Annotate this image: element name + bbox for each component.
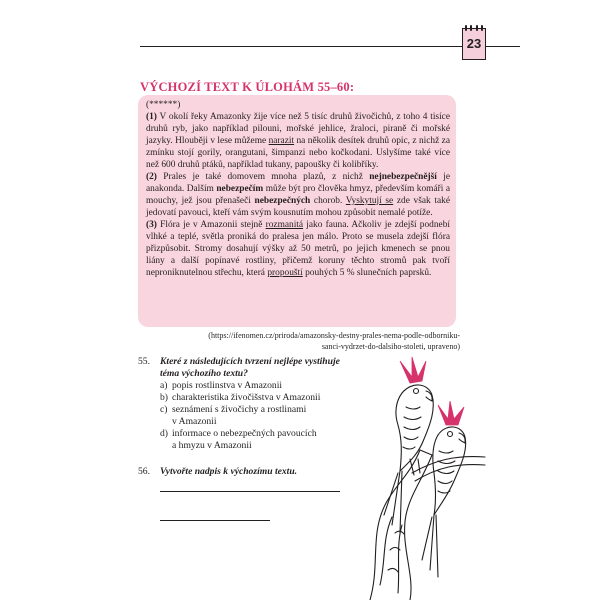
source-citation — [150, 330, 460, 352]
text-run: pouhých 5 % slunečních paprsků. — [302, 268, 432, 278]
underlined-word: Vyskytují se — [345, 196, 394, 206]
text-run: chorob. — [310, 196, 346, 206]
question-prompt: Které z následujících tvrzení nejlépe vystihuje téma výchozího textu? — [160, 356, 340, 379]
bold-word: nebezpečím — [216, 184, 264, 194]
text-run: Flóra je v Amazonii stejně — [156, 220, 266, 230]
paragraph-1 — [146, 111, 450, 171]
text-run: na několik desítek druhů opic, z nichž za zmínku stojí gorily, orangutani, šimpanzi nebo kočkodani. Uslyšíme také více než 600 druhů ptáků, například tukany, papoušky či kolibříky. — [146, 136, 450, 170]
page-number-tab — [462, 28, 486, 60]
option-text: charakteristika živočišstva v Amazonii — [172, 392, 321, 403]
text-run: je anakonda. Dalším — [146, 172, 450, 194]
option-text: popis rostlinstva v Amazonii — [172, 380, 283, 391]
underlined-word: propouští — [267, 268, 303, 278]
option-text: informace o nebezpečných pavoucích a hmyzu v Amazonii — [172, 428, 317, 451]
citation-line-1: (https://ifenomen.cz/priroda/amazonsky-destny-prales-nema-podle-odborniku- — [208, 331, 460, 340]
option-a[interactable] — [160, 380, 360, 392]
paragraph-number: (2) — [146, 172, 157, 182]
bold-word: nejnebezpečnější — [369, 172, 437, 182]
answer-options — [160, 380, 360, 452]
header-rule-left — [140, 46, 462, 47]
underlined-word: narazit — [268, 136, 295, 146]
text-run: V okolí řeky Amazonky žije více než 5 tisíc druhů živočichů, z toho 4 tisíce druhů ryb, jako například pilouni, mořské jehlice, žraloci, piraně či mořské jazyky. Hlouběji v lese můžeme — [146, 112, 450, 146]
section-heading: VÝCHOZÍ TEXT K ÚLOHÁM 55–60: — [140, 80, 355, 94]
question-number: 55. — [138, 356, 150, 367]
option-letter: c) — [160, 404, 168, 415]
text-run: Prales je také domovem mnoha plazů, z nichž — [156, 172, 370, 182]
option-letter: a) — [160, 380, 168, 391]
underlined-word: rozmanitá — [265, 220, 304, 230]
option-text: seznámení s živočichy a rostlinami v Amazonii — [172, 404, 307, 427]
paragraph-3 — [146, 219, 450, 279]
header-rule-right — [486, 46, 520, 47]
source-text-box — [138, 95, 456, 327]
text-run: jako fauna. Ačkoliv je zdejší podnebí vlhké a teplé, světla proniká do pralesa jen málo. Proto se musela zdejší flóra přizpůsobit. Stromy dosahují výšky až 50 metrů, po jejich kmenech se pnou liány a další popínavé rostliny, přičemž koruny těchto stromů pak tvoří neproniknutelnou střechu, která — [146, 220, 450, 278]
bold-word: nebezpečných — [254, 196, 311, 206]
citation-line-2: sanci-vydrzet-do-dalsiho-stoleti, upraveno) — [321, 342, 460, 351]
text-run: může být pro člověka hmyz, především komáři a mouchy, jež jsou přenašeči — [146, 184, 450, 206]
answer-line-1[interactable] — [160, 491, 340, 492]
question-prompt: Vytvořte nadpis k výchozímu textu. — [160, 466, 298, 477]
page-number: 23 — [466, 36, 482, 51]
paragraph-number: (3) — [146, 220, 157, 230]
option-letter: d) — [160, 428, 168, 439]
question-number: 56. — [138, 466, 150, 477]
binder-rings-icon — [465, 25, 483, 31]
option-d[interactable] — [160, 428, 322, 452]
option-c[interactable] — [160, 404, 312, 428]
option-letter: b) — [160, 392, 168, 403]
answer-line-2[interactable] — [160, 520, 270, 521]
paragraph-2 — [146, 171, 450, 219]
parrots-illustration — [340, 355, 490, 600]
paragraph-number: (1) — [146, 112, 157, 122]
text-title-placeholder: (******) — [146, 100, 181, 110]
option-b[interactable] — [160, 392, 360, 404]
text-run: zde však také jedovatí pavouci, kteří vám svým kousnutím mohou způsobit nemalé potíže. — [146, 196, 451, 218]
